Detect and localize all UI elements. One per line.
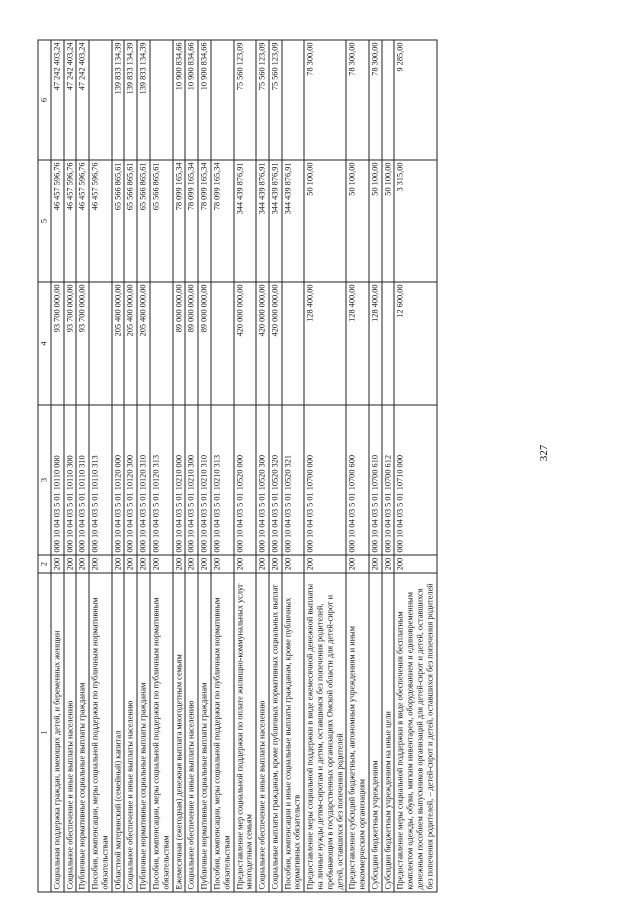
table-row xyxy=(233,40,256,892)
row-classification-cell: 000 10 04 03 5 01 10210 300 xyxy=(185,405,198,555)
row-name-cell: Предоставление меры социальной поддержки в виде ежемесячной денежной выплаты на личные нужды детям-сиротам и детям, оставшимся без попечения родителей, пребывающим в государственных организациях Омской области для детей-сирот и детей, оставшихся без попечения родителей xyxy=(304,573,346,892)
row-amount-executed-cell: 46 457 596,76 xyxy=(76,160,89,282)
row-amount-planned-cell: 420 000 000,00 xyxy=(268,282,281,405)
column-header: 3 xyxy=(38,405,51,555)
row-name-cell: Субсидии бюджетным учреждениям xyxy=(368,573,381,892)
row-amount-planned-cell: 420 000 000,00 xyxy=(233,282,256,405)
table-body xyxy=(50,40,436,892)
row-name-cell: Социальная поддержка граждан, имеющих детей, и беременных женщин xyxy=(50,573,63,892)
row-name-cell: Предоставление меры социальной поддержки в виде обеспечения бесплатным комплектом одежды, обуви, мягким инвентарем, оборудованием и единовременным денежным пособием выпускников организаций для детей-сирот и детей, оставшихся без попечения родителей, – детей-сирот и детей, оставшихся без попечения родителей xyxy=(394,573,436,892)
row-classification-cell: 000 10 04 03 5 01 10710 000 xyxy=(394,405,436,555)
row-code-cell: 200 xyxy=(50,555,63,573)
table-row xyxy=(185,40,198,892)
row-amount-executed-cell: 50 100,00 xyxy=(368,160,381,282)
row-amount-executed-cell: 46 457 596,76 xyxy=(63,160,76,282)
row-amount-planned-cell xyxy=(281,282,304,405)
rotated-table-region xyxy=(37,40,522,892)
page-number: 327 xyxy=(538,444,550,462)
column-header: 1 xyxy=(38,573,51,892)
row-name-cell: Публичные нормативные социальные выплаты гражданам xyxy=(198,573,211,892)
table-row xyxy=(394,40,436,892)
budget-table xyxy=(37,39,437,892)
row-amount-remaining-cell: 78 300,00 xyxy=(368,40,381,160)
row-name-cell: Предоставление субсидий бюджетным, автономным учреждениям и иным некоммерческим организациям xyxy=(346,573,369,892)
row-amount-executed-cell: 50 100,00 xyxy=(381,160,394,282)
row-amount-executed-cell: 78 099 165,34 xyxy=(185,160,198,282)
row-code-cell: 200 xyxy=(381,555,394,573)
row-amount-executed-cell: 344 439 876,91 xyxy=(281,160,304,282)
row-name-cell: Пособия, компенсации, меры социальной поддержки по публичным нормативным обязательствам xyxy=(210,573,233,892)
table-row xyxy=(76,40,89,892)
row-code-cell: 200 xyxy=(172,555,185,573)
row-classification-cell: 000 10 04 03 5 01 10520 000 xyxy=(233,405,256,555)
row-code-cell: 200 xyxy=(124,555,137,573)
row-name-cell: Социальные выплаты гражданам, кроме публичных нормативных социальных выплат xyxy=(268,573,281,892)
row-code-cell: 200 xyxy=(256,555,269,573)
row-classification-cell: 000 10 04 03 5 01 10520 300 xyxy=(256,405,269,555)
row-name-cell: Публичные нормативные социальные выплаты гражданам xyxy=(76,573,89,892)
row-amount-remaining-cell: 47 242 403,24 xyxy=(50,40,63,160)
table-row xyxy=(198,40,211,892)
row-code-cell: 200 xyxy=(281,555,304,573)
row-name-cell: Пособия, компенсации, меры социальной поддержки по публичным нормативным обязательствам xyxy=(89,573,112,892)
row-code-cell: 200 xyxy=(394,555,436,573)
row-code-cell: 200 xyxy=(137,555,150,573)
row-amount-planned-cell: 128 400,00 xyxy=(346,282,369,405)
table-row xyxy=(50,40,63,892)
row-amount-executed-cell: 65 566 865,61 xyxy=(137,160,150,282)
table-row xyxy=(150,40,173,892)
row-classification-cell: 000 10 04 03 5 01 10110 300 xyxy=(63,405,76,555)
row-code-cell: 200 xyxy=(150,555,173,573)
row-classification-cell: 000 10 04 03 5 01 10210 000 xyxy=(172,405,185,555)
row-amount-executed-cell: 50 100,00 xyxy=(346,160,369,282)
table-row xyxy=(172,40,185,892)
row-amount-remaining-cell: 139 833 134,39 xyxy=(111,40,124,160)
row-classification-cell: 000 10 04 03 5 01 10700 000 xyxy=(304,405,346,555)
row-amount-remaining-cell: 10 900 834,66 xyxy=(172,40,185,160)
row-amount-planned-cell xyxy=(89,282,112,405)
row-amount-planned-cell: 93 700 000,00 xyxy=(50,282,63,405)
table-row xyxy=(256,40,269,892)
row-amount-executed-cell: 65 566 865,61 xyxy=(150,160,173,282)
table-row xyxy=(368,40,381,892)
row-amount-planned-cell: 12 600,00 xyxy=(394,282,436,405)
row-amount-planned-cell xyxy=(210,282,233,405)
table-row xyxy=(89,40,112,892)
row-classification-cell: 000 10 04 03 5 01 10120 310 xyxy=(137,405,150,555)
row-amount-planned-cell: 128 400,00 xyxy=(304,282,346,405)
row-code-cell: 200 xyxy=(76,555,89,573)
row-amount-planned-cell: 89 000 000,00 xyxy=(172,282,185,405)
header-row xyxy=(38,40,51,892)
row-amount-executed-cell: 344 439 876,91 xyxy=(233,160,256,282)
row-amount-planned-cell: 93 700 000,00 xyxy=(63,282,76,405)
row-amount-remaining-cell: 139 833 134,39 xyxy=(124,40,137,160)
row-amount-remaining-cell: 139 833 134,39 xyxy=(137,40,150,160)
row-amount-remaining-cell: 78 300,00 xyxy=(304,40,346,160)
row-amount-remaining-cell xyxy=(150,40,173,160)
row-amount-planned-cell: 205 400 000,00 xyxy=(111,282,124,405)
row-amount-remaining-cell xyxy=(281,40,304,160)
row-code-cell: 200 xyxy=(198,555,211,573)
row-amount-executed-cell: 344 439 876,91 xyxy=(268,160,281,282)
budget-table-container xyxy=(37,40,522,892)
column-header: 6 xyxy=(38,40,51,160)
table-row xyxy=(346,40,369,892)
row-amount-planned-cell: 93 700 000,00 xyxy=(76,282,89,405)
row-amount-executed-cell: 65 566 865,61 xyxy=(111,160,124,282)
row-name-cell: Пособия, компенсации и иные социальные выплаты гражданам, кроме публичных нормативных обязательств xyxy=(281,573,304,892)
table-row xyxy=(63,40,76,892)
row-classification-cell: 000 10 04 03 5 01 10120 000 xyxy=(111,405,124,555)
table-row xyxy=(304,40,346,892)
row-classification-cell: 000 10 04 03 5 01 10520 321 xyxy=(281,405,304,555)
row-amount-remaining-cell: 78 300,00 xyxy=(346,40,369,160)
row-amount-remaining-cell: 47 242 403,24 xyxy=(63,40,76,160)
row-amount-executed-cell: 50 100,00 xyxy=(304,160,346,282)
row-amount-executed-cell: 65 566 865,61 xyxy=(124,160,137,282)
row-amount-executed-cell: 78 099 165,34 xyxy=(172,160,185,282)
row-amount-remaining-cell: 75 560 123,09 xyxy=(256,40,269,160)
row-amount-executed-cell: 344 439 876,91 xyxy=(256,160,269,282)
column-header: 2 xyxy=(38,555,51,573)
row-classification-cell: 000 10 04 03 5 01 10210 313 xyxy=(210,405,233,555)
row-classification-cell: 000 10 04 03 5 01 10210 310 xyxy=(198,405,211,555)
row-classification-cell: 000 10 04 03 5 01 10700 612 xyxy=(381,405,394,555)
table-row xyxy=(124,40,137,892)
row-name-cell: Социальное обеспечение и иные выплаты населению xyxy=(63,573,76,892)
row-code-cell: 200 xyxy=(89,555,112,573)
row-amount-remaining-cell xyxy=(210,40,233,160)
row-amount-planned-cell xyxy=(381,282,394,405)
column-header: 4 xyxy=(38,282,51,405)
table-row xyxy=(281,40,304,892)
row-name-cell: Социальное обеспечение и иные выплаты населению xyxy=(185,573,198,892)
row-amount-executed-cell: 78 099 165,34 xyxy=(198,160,211,282)
row-amount-planned-cell: 89 000 000,00 xyxy=(198,282,211,405)
table-row xyxy=(137,40,150,892)
row-amount-planned-cell: 205 400 000,00 xyxy=(137,282,150,405)
row-code-cell: 200 xyxy=(63,555,76,573)
row-amount-remaining-cell: 9 285,00 xyxy=(394,40,436,160)
row-amount-remaining-cell: 10 900 834,66 xyxy=(185,40,198,160)
row-classification-cell: 000 10 04 03 5 01 10120 313 xyxy=(150,405,173,555)
row-code-cell: 200 xyxy=(268,555,281,573)
row-amount-executed-cell: 3 315,00 xyxy=(394,160,436,282)
row-amount-executed-cell: 78 099 165,34 xyxy=(210,160,233,282)
row-amount-remaining-cell: 47 242 403,24 xyxy=(76,40,89,160)
row-code-cell: 200 xyxy=(346,555,369,573)
row-amount-planned-cell: 420 000 000,00 xyxy=(256,282,269,405)
table-row xyxy=(268,40,281,892)
row-amount-remaining-cell xyxy=(381,40,394,160)
row-amount-executed-cell: 46 457 596,76 xyxy=(50,160,63,282)
row-name-cell: Предоставление мер социальной поддержки по оплате жилищно-коммунальных услуг многодетным семьям xyxy=(233,573,256,892)
row-classification-cell: 000 10 04 03 5 01 10110 313 xyxy=(89,405,112,555)
row-amount-planned-cell xyxy=(150,282,173,405)
row-code-cell: 200 xyxy=(368,555,381,573)
column-header: 5 xyxy=(38,160,51,282)
row-amount-remaining-cell: 10 900 834,66 xyxy=(198,40,211,160)
row-amount-executed-cell: 46 457 596,76 xyxy=(89,160,112,282)
row-code-cell: 200 xyxy=(304,555,346,573)
row-name-cell: Пособия, компенсации, меры социальной поддержки по публичным нормативным обязательствам xyxy=(150,573,173,892)
row-amount-remaining-cell: 75 560 123,09 xyxy=(233,40,256,160)
row-classification-cell: 000 10 04 03 5 01 10120 300 xyxy=(124,405,137,555)
row-classification-cell: 000 10 04 03 5 01 10700 610 xyxy=(368,405,381,555)
row-code-cell: 200 xyxy=(185,555,198,573)
row-code-cell: 200 xyxy=(233,555,256,573)
row-classification-cell: 000 10 04 03 5 01 10700 600 xyxy=(346,405,369,555)
row-code-cell: 200 xyxy=(210,555,233,573)
row-name-cell: Публичные нормативные социальные выплаты гражданам xyxy=(137,573,150,892)
row-amount-planned-cell: 205 400 000,00 xyxy=(124,282,137,405)
row-amount-planned-cell: 89 000 000,00 xyxy=(185,282,198,405)
table-row xyxy=(381,40,394,892)
row-amount-planned-cell: 128 400,00 xyxy=(368,282,381,405)
row-name-cell: Областной материнский (семейный) капитал xyxy=(111,573,124,892)
row-classification-cell: 000 10 04 03 5 01 10110 000 xyxy=(50,405,63,555)
row-amount-remaining-cell xyxy=(89,40,112,160)
row-name-cell: Социальное обеспечение и иные выплаты населению xyxy=(124,573,137,892)
row-name-cell: Ежемесячная (ежегодная) денежная выплата многодетным семьям xyxy=(172,573,185,892)
row-classification-cell: 000 10 04 03 5 01 10110 310 xyxy=(76,405,89,555)
row-name-cell: Социальное обеспечение и иные выплаты населению xyxy=(256,573,269,892)
row-code-cell: 200 xyxy=(111,555,124,573)
row-amount-remaining-cell: 75 560 123,09 xyxy=(268,40,281,160)
row-classification-cell: 000 10 04 03 5 01 10520 320 xyxy=(268,405,281,555)
row-name-cell: Субсидии бюджетным учреждениям на иные цели xyxy=(381,573,394,892)
table-row xyxy=(210,40,233,892)
table-row xyxy=(111,40,124,892)
